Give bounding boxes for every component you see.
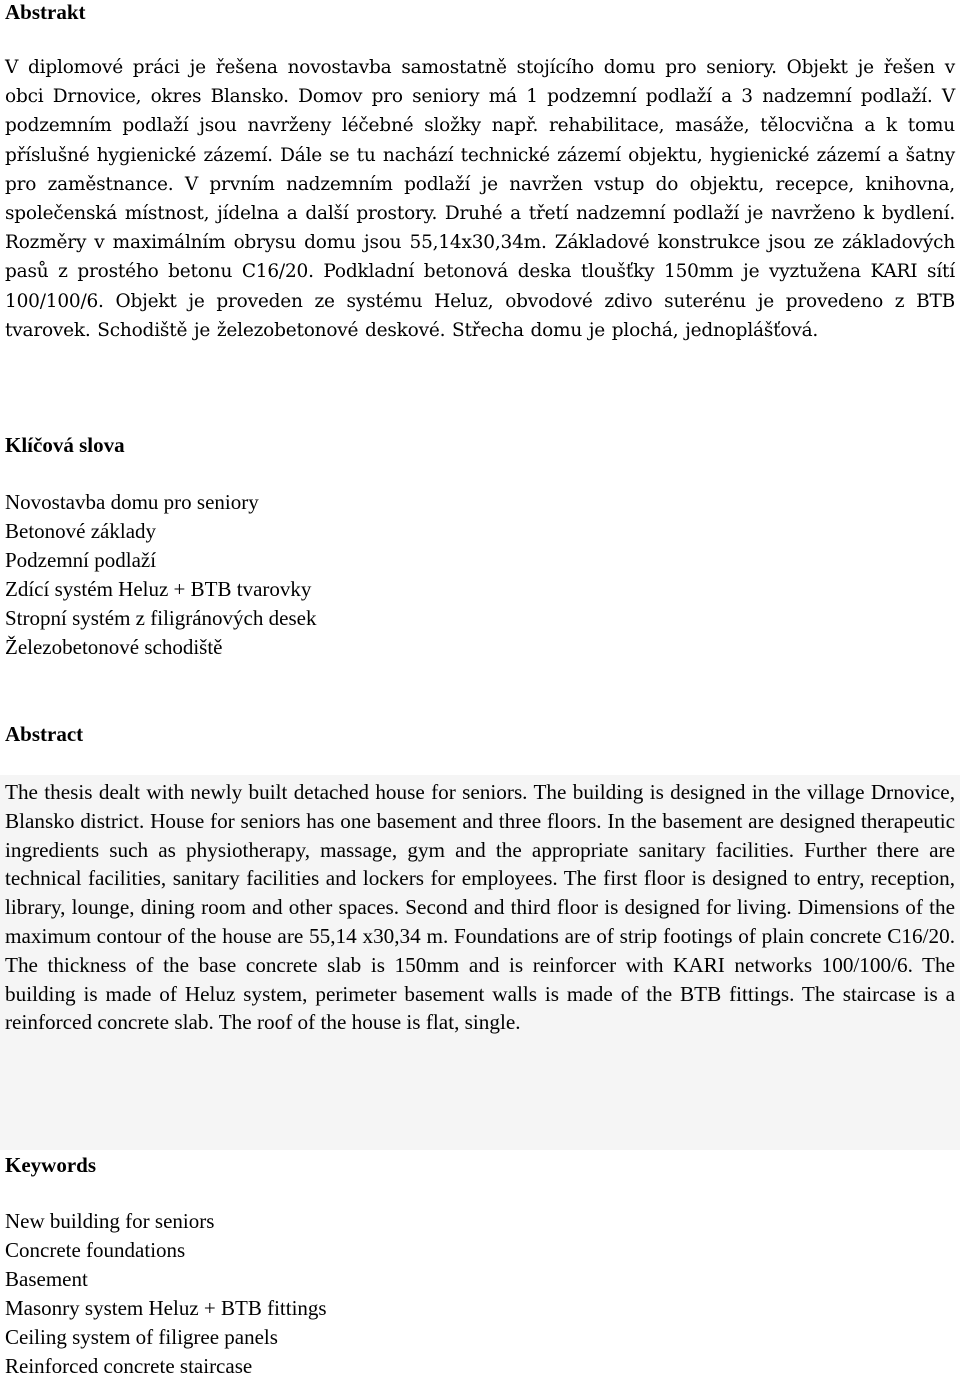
klicova-slova-heading: Klíčová slova [5, 433, 125, 457]
abstrakt-heading: Abstrakt [5, 0, 86, 24]
english-keyword-item: Basement [5, 1267, 88, 1291]
english-keyword-item: New building for seniors [5, 1209, 215, 1233]
czech-keywords-list [5, 488, 316, 662]
english-keyword-item: Concrete foundations [5, 1238, 186, 1262]
abstract-paragraph: The thesis dealt with newly built detached house for seniors. The building is designed in the village Drnovice, Blansko district. House for seniors has one basement and three floors. In the basement are designed therapeutic ingredients such as physiotherapy, massage, gym and the appropriate sanitary facilities. Further there are technical facilities, sanitary facilities and lockers for employees. The first floor is designed to entry, reception, library, lounge, dining room and other spaces. Second and third floor is designed for living. Dimensions of the maximum contour of the house are 55,14 x30,34 m. Foundations are of strip footings of plain concrete C16/20. The thickness of the base concrete slab is 150mm and is reinforcer with KARI networks 100/100/6. The building is made of Heluz system, perimeter basement walls is made of the BTB fittings. The staircase is a reinforced concrete slab. The roof of the house is flat, single. [5, 780, 955, 1035]
czech-keyword-item: Podzemní podlaží [5, 548, 157, 572]
abstrakt-paragraph: V diplomové práci je řešena novostavba samostatně stojícího domu pro seniory. Objekt je řešen v obci Drnovice, okres Blansko. Domov pro seniory má 1 podzemní podlaží a 3 nadzemní podlaží. V podzemním podlaží jsou navrženy léčebné složky např. rehabilitace, masáže, tělocvična a k tomu příslušné hygienické zázemí. Dále se tu nachází technické zázemí objektu, hygienické zázemí a šatny pro zaměstnance. V prvním nadzemním podlaží je navržen vstup do objektu, recepce, knihovna, společenská místnost, jídelna a další prostory. Druhé a třetí nadzemní podlaží je navrženo k bydlení. Rozměry v maximálním obrysu domu jsou 55,14x30,34m. Základové konstrukce jsou ze základových pasů z prostého betonu C16/20. Podkladní betonová deska tloušťky 150mm je vyztužena KARI sítí 100/100/6. Objekt je proveden ze systému Heluz, obvodové zdivo suterénu je provedeno z BTB tvarovek. Schodiště je železobetonové deskové. Střecha domu je plochá, jednoplášťová. [5, 57, 955, 341]
czech-keyword-item: Novostavba domu pro seniory [5, 490, 259, 514]
keywords-heading: Keywords [5, 1153, 96, 1177]
abstract-heading: Abstract [5, 722, 84, 746]
english-keyword-item: Reinforced concrete staircase [5, 1354, 253, 1378]
czech-keyword-item: Železobetonové schodiště [5, 635, 223, 659]
english-keyword-item: Ceiling system of filigree panels [5, 1325, 278, 1349]
czech-keyword-item: Stropní systém z filigránových desek [5, 606, 317, 630]
english-keyword-item: Masonry system Heluz + BTB fittings [5, 1296, 327, 1320]
english-keywords-list [5, 1207, 327, 1381]
czech-keyword-item: Zdící systém Heluz + BTB tvarovky [5, 577, 312, 601]
czech-keyword-item: Betonové základy [5, 519, 157, 543]
